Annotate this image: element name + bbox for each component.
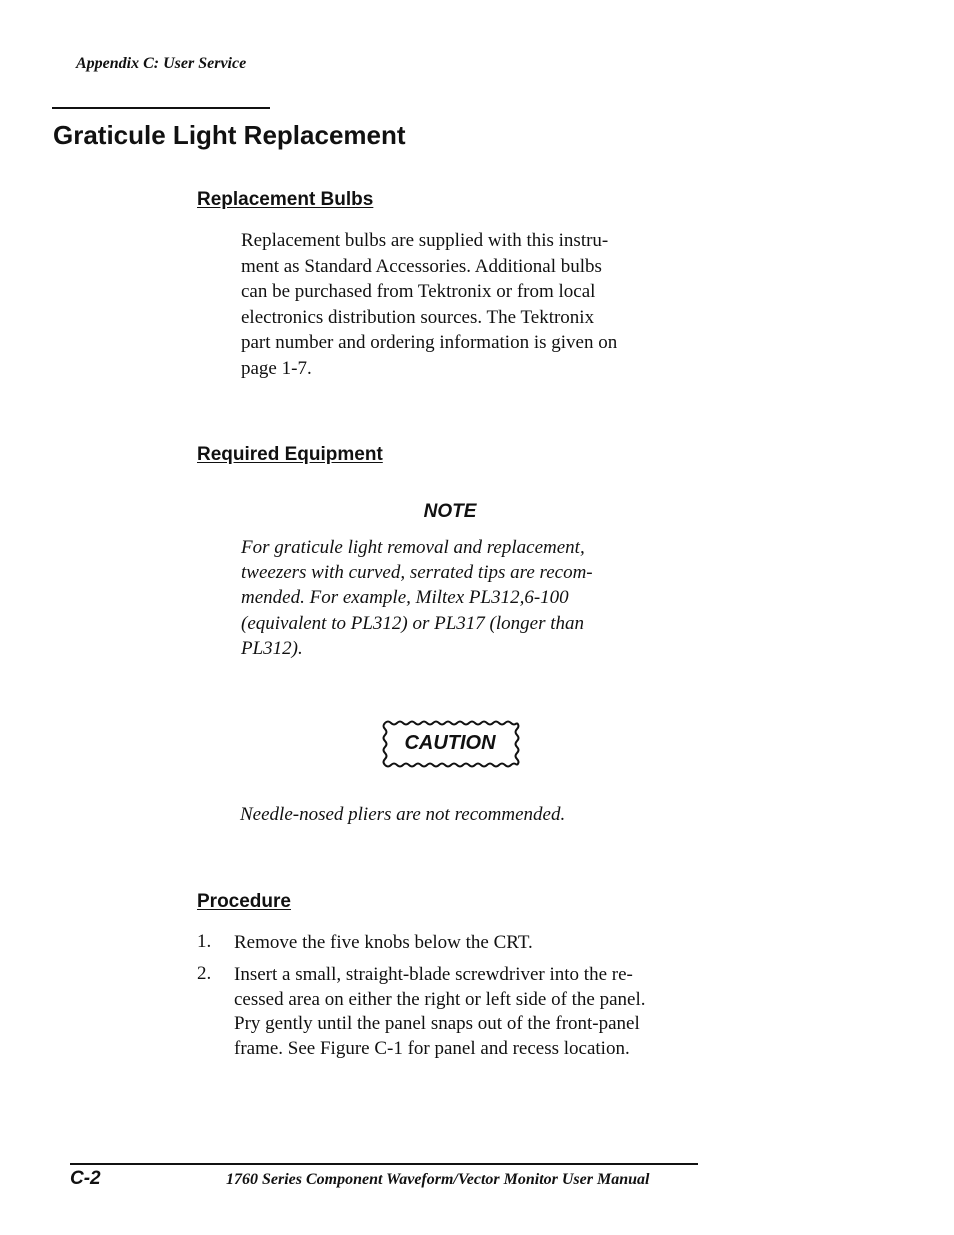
header-rule [52, 107, 270, 109]
caution-box [380, 718, 520, 770]
step-text [234, 931, 533, 956]
paragraph-line: can be purchased from Tektronix or from local [241, 281, 596, 302]
step-text [234, 963, 646, 1062]
replacement-bulbs-heading: Replacement Bulbs [197, 189, 374, 210]
note-line: mended. For example, Miltex PL312,6-100 [241, 587, 569, 609]
step-line: Remove the five knobs below the CRT. [234, 932, 533, 953]
step-number: 1. [197, 931, 212, 952]
note-line: tweezers with curved, serrated tips are recom- [241, 562, 593, 584]
paragraph-line: Replacement bulbs are supplied with this instru- [241, 230, 609, 251]
caution-text [240, 802, 565, 828]
step-line: Insert a small, straight-blade screwdriver into the re- [234, 964, 633, 985]
manual-title: 1760 Series Component Waveform/Vector Monitor User Manual [226, 1171, 650, 1188]
paragraph-line: ment as Standard Accessories. Additional bulbs [241, 255, 602, 277]
step-line: Pry gently until the panel snaps out of the front-panel [234, 1013, 640, 1035]
paragraph-line: page 1-7. [241, 357, 312, 379]
note-line: For graticule light removal and replacement, [241, 537, 585, 558]
paragraph-line: part number and ordering information is given on [241, 332, 618, 353]
required-equipment-heading: Required Equipment [197, 444, 383, 465]
page-number: C-2 [70, 1168, 101, 1189]
step-line: cessed area on either the right or left side of the panel. [234, 988, 646, 1010]
note-line: (equivalent to PL312) or PL317 (longer than [241, 612, 585, 634]
note-label: NOTE [423, 501, 477, 522]
step-number: 2. [197, 963, 212, 984]
replacement-bulbs-paragraph [241, 228, 617, 381]
procedure-heading: Procedure [197, 891, 291, 912]
caution-line: Needle-nosed pliers are not recommended. [240, 804, 566, 825]
note-line: PL312). [241, 637, 303, 659]
footer-rule [70, 1163, 698, 1165]
note-paragraph [241, 535, 593, 661]
caution-label: CAUTION [404, 732, 496, 754]
running-head: Appendix C: User Service [76, 55, 247, 72]
paragraph-line: electronics distribution sources. The Tektronix [241, 306, 595, 328]
step-line: frame. See Figure C-1 for panel and recess location. [234, 1038, 630, 1060]
section-title: Graticule Light Replacement [53, 120, 406, 150]
